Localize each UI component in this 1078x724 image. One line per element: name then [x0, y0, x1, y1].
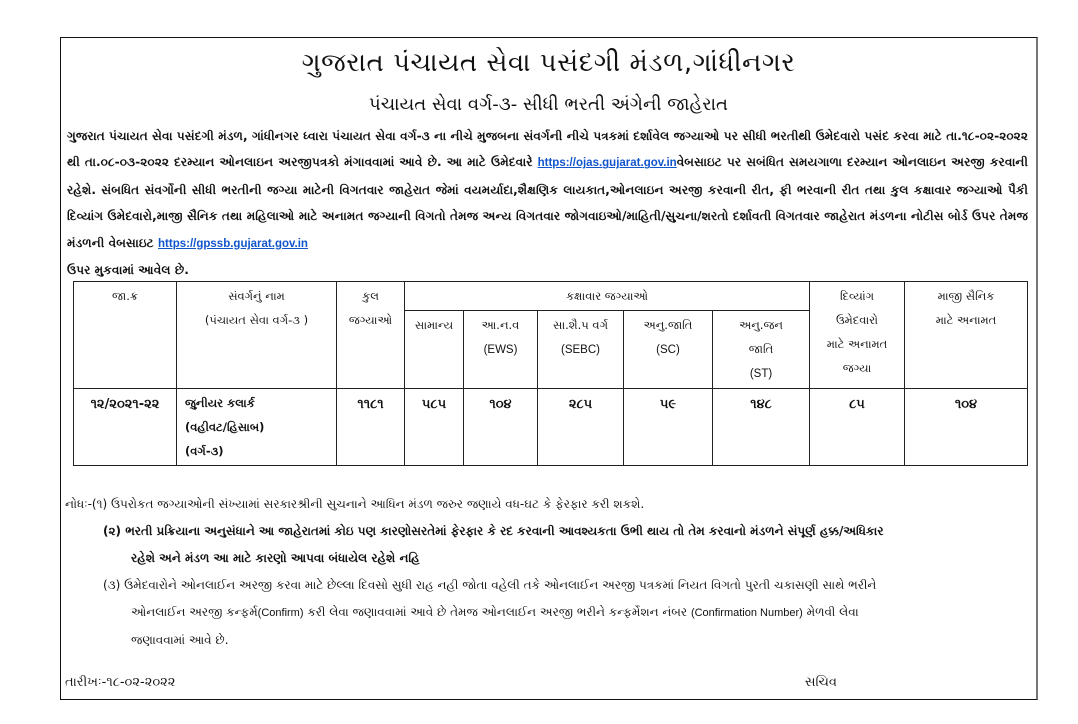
cell-ex-serviceman: ૧૦૪	[905, 389, 1028, 466]
note-2-line-1: (૨) ભરતી પ્રક્રિયાના અનુસંધાને આ જાહેરાતમાં કોઇ પણ કારણોસરતેમાં ફેરફાર કે રદ કરવાની આવશ્યકતા ઉભી થાય તો તેમ કરવાનો મંડળને સંપૂર્ણ હક્ક/અધિકાર	[103, 524, 884, 538]
header-general: સામાન્ય	[405, 311, 464, 389]
table-row	[74, 389, 1028, 466]
note-1: નોધઃ-(૧) ઉપરોકત જગ્યાઓની સંખ્યામાં સરકારશ્રીની સુચનાને આધિન મંડળ જરુર જણાયે વધ-ઘટ કે ફેરફાર કરી શકશે.	[65, 497, 645, 511]
notice-document	[60, 37, 1038, 700]
header-st: અનુ.જન જાતિ (ST)	[713, 311, 810, 389]
gpssb-link[interactable]: https://gpssb.gujarat.gov.in	[158, 237, 308, 250]
header-ex-serviceman: માજી સૈનિક માટે અનામત	[905, 282, 1028, 389]
notice-date: તારીખઃ-૧૮-૦૨-૨૦૨૨	[65, 675, 176, 690]
note-3-line-3: જણાવવામાં આવે છે.	[131, 633, 229, 647]
header-total: કુલ જગ્યાઓ	[337, 282, 405, 389]
notes-section	[65, 491, 1028, 654]
intro-paragraph	[67, 123, 1028, 283]
header-category-group: કક્ષાવાર જગ્યાઓ	[405, 282, 810, 311]
header-adv-no: જા.ક્ર	[74, 282, 177, 389]
header-sebc: સા.શૈ.પ વર્ગ (SEBC)	[538, 311, 624, 389]
page-title: ગુજરાત પંચાયત સેવા પસંદગી મંડળ,ગાંધીનગર	[301, 48, 796, 78]
intro-text-1: ગુજરાત પંચાયત સેવા પસંદગી મંડળ, ગાંધીનગર ધ્વારા પંચાયત સેવા વર્ગ-૩ ના નીચે મુજબના સંવર્ગની નીચે પત્રકમાં દર્શાવેલ જગ્યાઓ પર સીધી ભરતીથી ઉમેદવારો પસંદ કરવા માટે તા.૧૮-૦૨-૨૦૨૨ થી તા.૦૮-૦૩-૨૦૨૨ દરમ્યાન ઓનલાઇન અરજીપત્રકો મંગાવવામાં આવે છે. આ માટે ઉમેદવારે	[67, 129, 1028, 170]
header-pwd: દિવ્યાંગ ઉમેદવારો માટે અનામત જગ્યા	[810, 282, 905, 389]
cell-sebc: ૨૮૫	[538, 389, 624, 466]
intro-text-2: વેબસાઇટ પર સબંધિત સમયગાળા દરમ્યાન ઓનલાઇન અરજી કરવાની રહેશે. સંબધિત સંવર્ગોની સીધી ભરતીની જગ્યા માટેની વિગતવાર જાહેરાત જેમાં વયમર્યાદા,શૈક્ષણિક લાયકાત,ઓનલાઇન અરજી કરવાની રીત, ફી ભરવાની રીત તથા કુલ કક્ષાવાર જગ્યાઓ પૈકી દિવ્યાંગ ઉમેદવારો,માજી સૈનિક તથા મહિલાઓ માટે અનામત જગ્યાની વિગતો તેમજ અન્ય વિગતવાર જોગવાઇઓ/માહિતી/સુચના/શરતો દર્શાવતી વિગતવાર જાહેરાત મંડળના નોટીસ બોર્ડ ઉપર તેમજ મંડળની વેબસાઇટ	[67, 155, 1028, 250]
note-3-line-2: ઓનલાઈન અરજી કન્ફર્મ(Confirm) કરી લેવા જણાવવામાં આવે છે તેમજ ઓનલાઈન અરજી ભરીને કન્ફર્મેશન નંબર (Confirmation Number) મેળવી લેવા	[131, 605, 859, 619]
header-ews: આ.ન.વ (EWS)	[464, 311, 538, 389]
cell-total: ૧૧૮૧	[337, 389, 405, 466]
cell-general: ૫૮૫	[405, 389, 464, 466]
page-subtitle: પંચાયત સેવા વર્ગ-૩- સીધી ભરતી અંગેની જાહેરાત	[369, 94, 728, 115]
cell-st: ૧૪૮	[713, 389, 810, 466]
header-sc: અનુ.જાતિ (SC)	[624, 311, 713, 389]
cell-ews: ૧૦૪	[464, 389, 538, 466]
header-cadre: સંવર્ગનું નામ (પંચાયત સેવા વર્ગ-૩ )	[177, 282, 337, 389]
cell-sc: ૫૯	[624, 389, 713, 466]
signatory: સચિવ	[805, 675, 837, 690]
intro-text-3: ઉપર મુકવામાં આવેલ છે.	[67, 263, 189, 278]
note-3-line-1: (૩) ઉમેદવારોને ઓનલાઈન અરજી કરવા માટે છેલ્લા દિવસો સુધી રાહ નહી જોતા વહેલી તકે ઓનલાઈન અરજી પત્રકમાં નિયત વિગતો પુરતી ચકાસણી સાથે ભરીને	[103, 578, 877, 592]
note-2-line-2: રહેશે અને મંડળ આ માટે કારણો આપવા બંધાયેલ રહેશે નહિ	[131, 551, 420, 565]
cell-pwd: ૮૫	[810, 389, 905, 466]
table-header-row	[74, 282, 1028, 311]
vacancy-table	[73, 281, 1028, 466]
cell-adv-no: ૧૨/૨૦૨૧-૨૨	[74, 389, 177, 466]
ojas-link[interactable]: https://ojas.gujarat.gov.in	[537, 157, 677, 170]
cell-cadre: જુનીયર કલાર્ક (વહીવટ/હિસાબ) (વર્ગ-૩)	[177, 389, 337, 466]
